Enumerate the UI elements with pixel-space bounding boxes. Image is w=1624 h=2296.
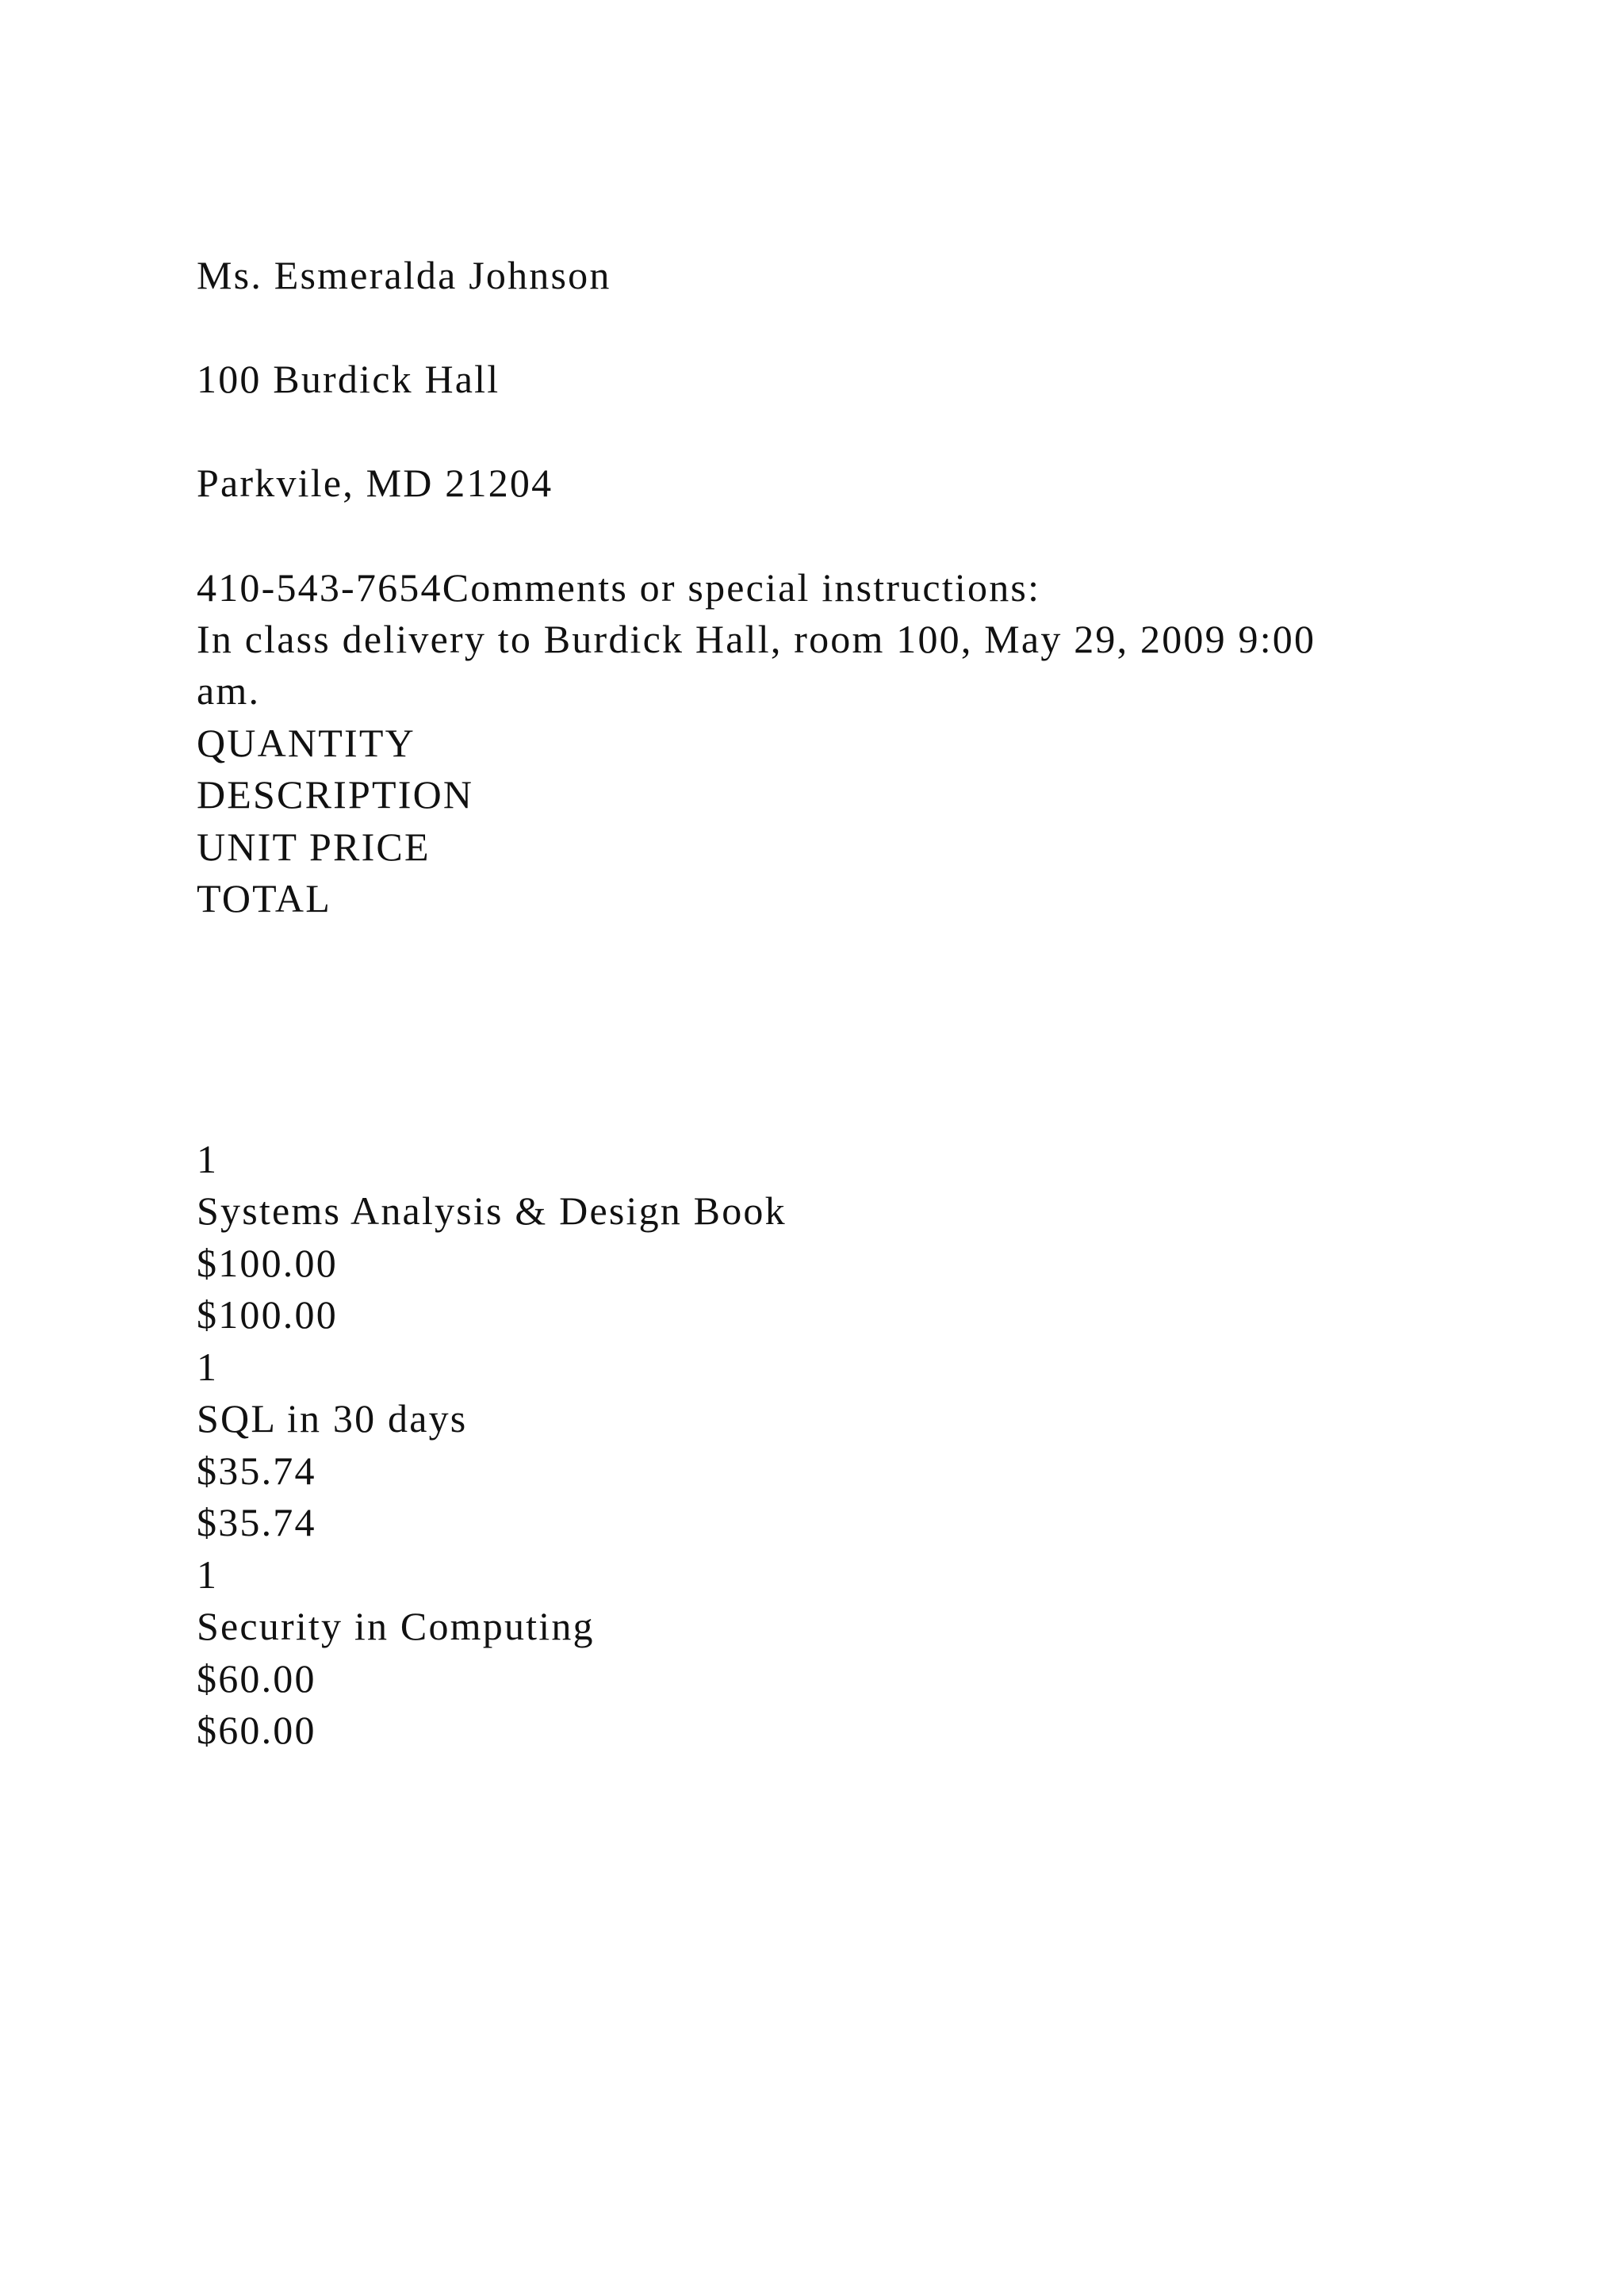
recipient-address-line1: 100 Burdick Hall [197, 357, 500, 401]
header-unit-price: UNIT PRICE [197, 825, 431, 869]
row2-description: SQL in 30 days [197, 1396, 468, 1441]
row3-quantity: 1 [197, 1552, 219, 1597]
row2-total: $35.74 [197, 1500, 316, 1544]
row1-description: Systems Analysis & Design Book [197, 1188, 787, 1233]
row3-total: $60.00 [197, 1708, 316, 1752]
recipient-address-line2: Parkvile, MD 21204 [197, 461, 553, 505]
row1-total: $100.00 [197, 1292, 338, 1337]
comments-line1: In class delivery to Burdick Hall, room 100, May 29, 2009 9:00 [197, 617, 1316, 661]
header-quantity: QUANTITY [197, 721, 416, 765]
row3-description: Security in Computing [197, 1604, 595, 1648]
header-description: DESCRIPTION [197, 772, 474, 817]
row1-unit-price: $100.00 [197, 1241, 338, 1285]
comments-line2: am. [197, 668, 261, 713]
recipient-name: Ms. Esmeralda Johnson [197, 253, 611, 297]
phone-and-comments-label: 410-543-7654Comments or special instructions: [197, 565, 1041, 610]
row2-unit-price: $35.74 [197, 1448, 316, 1493]
row1-quantity: 1 [197, 1137, 219, 1181]
row2-quantity: 1 [197, 1345, 219, 1389]
row3-unit-price: $60.00 [197, 1656, 316, 1701]
header-total: TOTAL [197, 876, 331, 920]
